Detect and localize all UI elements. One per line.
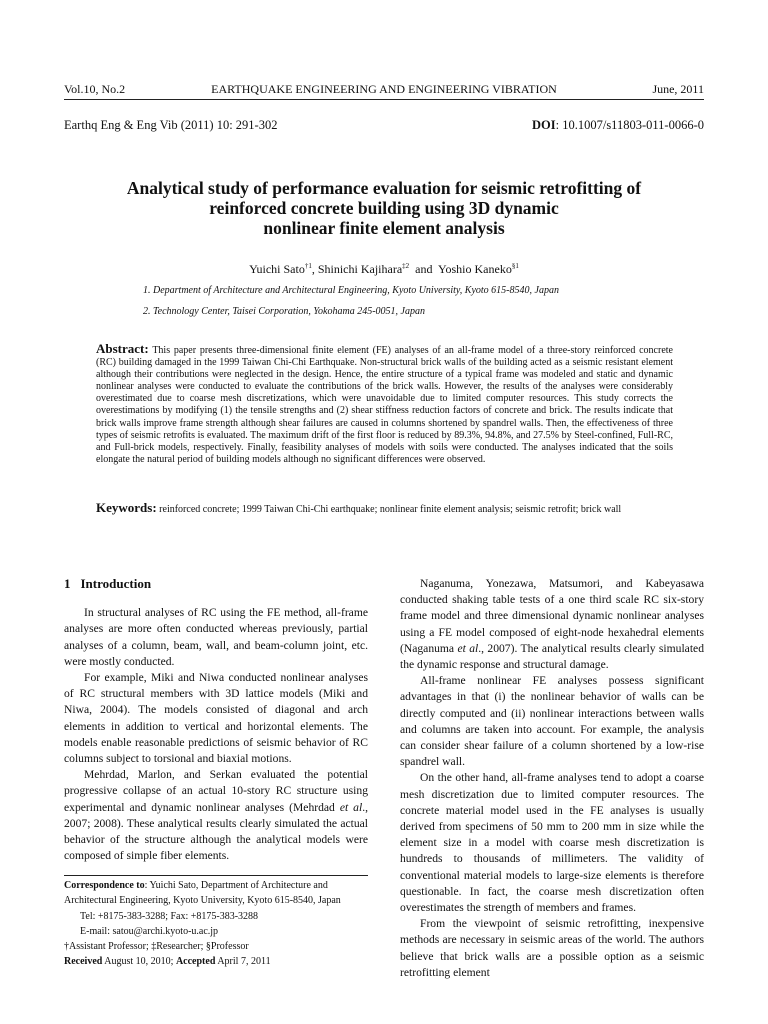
author-roles: †Assistant Professor; ‡Researcher; §Professor [64,941,249,953]
author-mark: ‡2 [402,262,410,270]
body-paragraph: On the other hand, all-frame analyses tend to adopt a coarse mesh discretization due to limited computer resources. The concrete material model used in the FE analyses is usually derived from specimens of 50 mm to 200 mm in size while the element size in a model with coarse mesh discretization is hundreds to thousands of millimeters. The validity of conventional material models to large-size elements is therefore questionable. In fact, the coarse mesh discretization often overestimates the strength of members and frames. [400,771,704,915]
doi-value: : 10.1007/s11803-011-0066-0 [555,118,704,132]
body-paragraph: For example, Miki and Niwa conducted nonlinear analyses of RC structural members with 3D lattice models (Miki and Niwa, 2004). The models consisted of diagonal and arch elements in addition to vertical and horizontal elements. The models enable reasonable predictions of seismic behavior of RC columns subject to torsional and biaxial motions. [64,671,368,766]
paragraph-text: Mehrdad, Marlon, and Serkan evaluated the potential progressive collapse of an actual 10-story RC structure using experimental and dynamic nonlinear analyses (Mehrdad [64,768,368,814]
received-accepted [64,954,368,969]
body-paragraph [400,576,704,673]
paragraph-text: Naganuma, Yonezawa, Matsumori, and Kabeyasawa conducted shaking table tests of a one third scale RC six-story frame model and three dimensional dynamic nonlinear analyses using a FE model composed of eight-node hexahedral elements (Naganuma [400,577,704,655]
journal-name: EARTHQUAKE ENGINEERING AND ENGINEERING VIBRATION [211,82,557,96]
affiliation: 2. Technology Center, Taisei Corporation, Yokohama 245-0051, Japan [143,306,425,317]
accepted-label: Accepted [175,956,216,968]
keywords-label: Keywords: [96,500,157,515]
doi-label: DOI [532,118,556,132]
abstract-text: This paper presents three-dimensional finite element (FE) analyses of an all-frame model of a three-story reinforced concrete (RC) building damaged in the 1999 Taiwan Chi-Chi Earthquake. Non-structural brick walls of the building acted as a seismic resistant element although their contributions were neglected in the design. Hence, the entire structure of a typical frame was modeled and static and dynamic nonlinear analyses were conducted to evaluate the contributions of the brick walls. However, the results of the analyses were considerably overestimated due to coarse mesh discretizations, which were unavoidable due to limited computer resources. This study corrects the overestimations by modifying (1) the tensile strengths and (2) shear stiffness reduction factors of concrete and brick. The results indicate that brick walls improve frame strength although shear failures are caused in columns shortened by spandrel walls. Then, the effectiveness of three types of seismic retrofits is evaluated. The maximum drift of the first floor is reduced by 89.3%, 94.8%, and 27.5% by Steel-confined, Full-RC, and Full-brick models, respectively. Finally, feasibility analyses of models with soils were conducted. The analyses indicated that the soils elongate the natural period of building models although no significant differences were observed. [96,345,673,465]
abstract-label: Abstract: [96,341,149,356]
body-paragraph: In structural analyses of RC using the FE method, all-frame analyses are more often conducted whereas previously, partial analyses of a column, beam, wall, and beam-column joint, etc. were mostly conducted. [64,606,368,668]
author-name: Yuichi Sato [249,262,305,276]
right-column [400,576,704,981]
author-list: Yuichi Sato$^{\dagger 1}$, Shinichi Kajihara$^{\ddagger 2}$ and Yoshio Kaneko$^{\S 1}$ [249,262,519,276]
title-line: nonlinear finite element analysis [263,218,505,238]
et-al: et al [457,641,479,655]
keywords [96,501,673,516]
et-al: et al [339,800,363,814]
section-number: 1 [64,576,71,591]
issue-date: June, 2011 [652,82,704,96]
section-title: Introduction [80,576,152,591]
correspondence-phone: Tel: +8175-383-3288; Fax: +8175-383-3288 [80,910,259,922]
header-rule [64,99,704,100]
section-heading [64,576,368,592]
correspondence-label: Correspondence to [64,880,145,891]
received-label: Received [64,956,103,968]
body-paragraph: From the viewpoint of seismic retrofitting, inexpensive methods are necessary in seismic areas of the world. The authors believe that brick walls are a possible option as a seismic retrofitting element [400,917,704,979]
author-mark: †1 [304,262,312,270]
keywords-text: reinforced concrete; 1999 Taiwan Chi-Chi earthquake; nonlinear finite element analysis; seismic retrofit; brick wall [159,504,622,515]
author-mark: §1 [511,262,519,270]
title-line: reinforced concrete building using 3D dynamic [209,198,559,218]
volume-issue: Vol.10, No.2 [64,82,126,96]
paragraph-text: ., 2007; 2008). These analytical results clearly simulated the actual behavior of the structure although the analytical models were composed of simple fiber elements. [64,800,368,863]
correspondence-address [64,878,368,909]
correspondence-text: : Yuichi Sato, Department of Architecture and Architectural Engineering, Kyoto University, Kyoto 615-8540, Japan [64,880,341,907]
body-paragraph [64,767,368,864]
author-name: Shinichi Kajihara [317,262,403,276]
accepted-date: April 7, 2011 [215,956,271,968]
left-column [64,576,368,864]
citation-ref: Earthq Eng & Eng Vib (2011) 10: 291-302 [64,118,278,132]
body-paragraph: All-frame nonlinear FE analyses possess significant advantages in that (i) the nonlinear behavior of walls can be directly computed and (ii) nonlinear interactions between walls and columns are taken into account. For example, the analysis can consider shear failure of a column shortened by a low-rise spandrel wall. [400,674,704,769]
title-line: Analytical study of performance evaluation for seismic retrofitting of [126,178,642,198]
abstract [96,343,673,466]
doi [532,118,704,133]
affiliation: 1. Department of Architecture and Architectural Engineering, Kyoto University, Kyoto 615-8540, Japan [143,285,559,296]
author-and: and [415,262,433,276]
correspondence-email: E-mail: satou@archi.kyoto-u.ac.jp [80,925,219,937]
paper-title [64,178,704,238]
paragraph-text: ., 2007). The analytical results clearly simulated the dynamic response and structural damage. [400,641,704,672]
author-name: Yoshio Kaneko [438,262,512,276]
correspondence-note [64,875,368,970]
received-date: August 10, 2010; [102,956,176,968]
